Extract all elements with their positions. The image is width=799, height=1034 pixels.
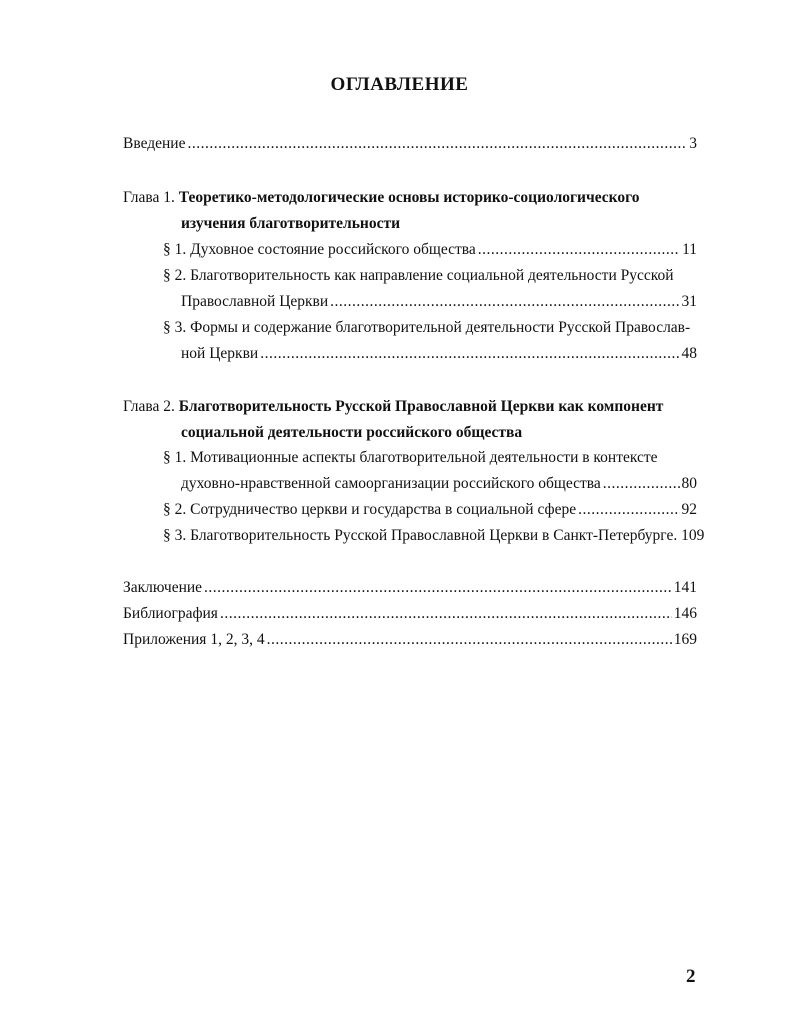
toc-entry-page: 141 [673,579,697,596]
toc-entry-ch2-s2[interactable] [163,499,697,521]
toc-entry-label: Приложения 1, 2, 3, 4 [123,631,265,648]
toc-entry-ch1-s3-line1[interactable]: § 3. Формы и содержание благотворительной деятельности Русской Православ- [163,319,691,336]
toc-entry-appendices[interactable] [123,629,697,651]
chapter2-heading-cont [181,422,522,444]
toc-entry-page: 146 [673,605,697,622]
dot-leader [204,577,672,599]
chapter2-title-line2: социальной деятельности российского общества [181,424,523,441]
chapter2-prefix: Глава 2. [123,398,175,415]
toc-entry-ch1-s1[interactable] [163,239,697,261]
toc-entry-label: Введение [123,135,186,152]
toc-entry-ch2-s1-line1[interactable]: § 1. Мотивационные аспекты благотворительной деятельности в контексте [163,449,658,466]
toc-entry-conclusion[interactable] [123,577,697,599]
toc-entry-intro[interactable] [123,133,697,155]
toc-entry-label: § 1. Духовное состояние российского общества [163,241,476,258]
chapter1-title-line1: Теоретико-методологические основы историко-социологического [178,189,640,206]
dot-leader [478,239,680,261]
toc-entry-page: 48 [681,345,697,362]
toc-entry-ch1-s3[interactable] [181,343,697,365]
toc-entry-label: ной Церкви [181,345,259,362]
toc-entry-page: 80 [681,475,697,492]
toc-entry-ch1-s2[interactable] [181,291,697,313]
toc-entry-ch2-s1[interactable] [181,473,697,495]
chapter2-title-line1: Благотворительность Русской Православной Церкви как компонент [178,398,664,415]
dot-leader [603,473,680,495]
toc-entry-bibliography[interactable] [123,603,697,625]
toc-entry-ch2-s3[interactable] [163,525,704,547]
toc-entry-ch1-s2-line1[interactable]: § 2. Благотворительность как направление социальной деятельности Русской [163,267,674,284]
dot-leader [267,629,672,651]
dot-leader [187,133,687,155]
dot-leader [220,603,672,625]
toc-entry-label: § 3. Благотворительность Русской Православной Церкви в Санкт-Петербурге. [163,527,678,544]
dot-leader [330,291,679,313]
chapter1-heading-cont [181,213,400,235]
dot-leader [260,343,679,365]
toc-entry-label: Библиография [123,605,218,622]
toc-entry-page: 109 [681,527,705,544]
page-number: 2 [686,966,696,987]
toc-entry-page: 3 [689,135,697,152]
toc-entry-page: 31 [681,293,697,310]
toc-entry-page: 11 [682,241,697,258]
toc-title: ОГЛАВЛЕНИЕ [330,74,469,95]
toc-entry-label: Заключение [123,579,203,596]
toc-entry-label: духовно-нравственной самоорганизации российского общества [181,475,601,492]
dot-leader [578,499,679,521]
chapter2-heading[interactable] [123,396,663,418]
toc-entry-label: § 2. Сотрудничество церкви и государства в социальной сфере [163,501,577,518]
toc-entry-page: 92 [681,501,697,518]
toc-entry-label: Православной Церкви [181,293,329,310]
chapter1-prefix: Глава 1. [123,189,175,206]
chapter1-title-line2: изучения благотворительности [181,215,401,232]
toc-entry-page: 169 [673,631,697,648]
chapter1-heading[interactable] [123,187,640,209]
